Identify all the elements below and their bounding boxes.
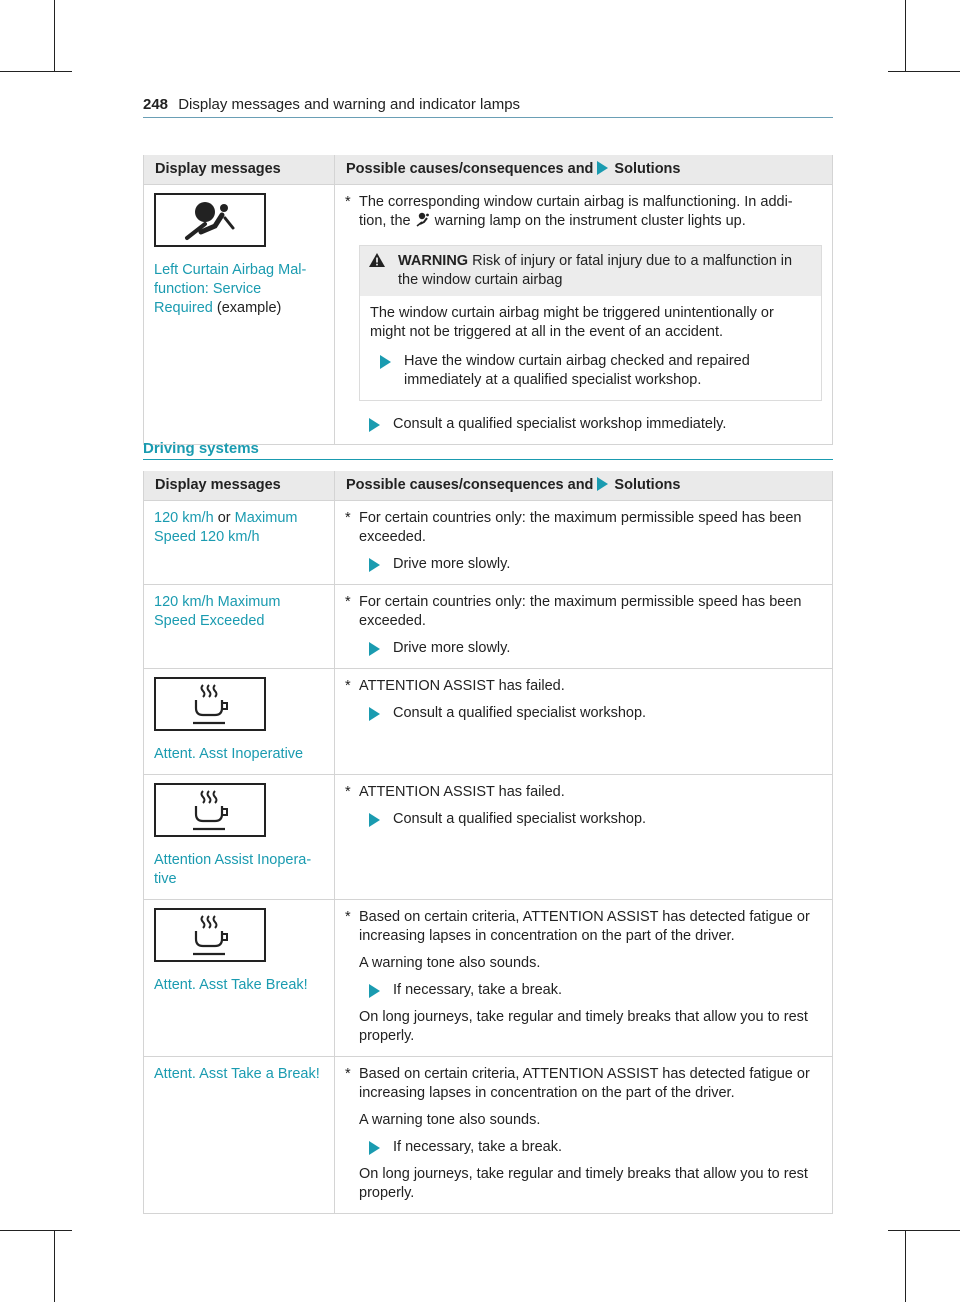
note-text: A warning tone also sounds.	[359, 955, 541, 971]
note-text: On long journeys, take regular and timely breaks that allow you to rest properly.	[359, 1166, 808, 1201]
solution-arrow-icon	[369, 707, 380, 721]
note-text: A warning tone also sounds.	[359, 1112, 541, 1128]
section-rule	[143, 459, 833, 460]
solution-step: Consult a qualified specialist workshop immediately.	[345, 415, 822, 434]
solution-step: Consult a qualified specialist workshop.	[345, 704, 822, 723]
page-header-title: Display messages and warning and indicator lamps	[178, 96, 521, 113]
solution-step: If necessary, take a break.	[345, 1138, 822, 1157]
solution-arrow-icon	[369, 558, 380, 572]
display-message: 120 km/h Maximum Speed Exceeded	[154, 594, 281, 629]
crop-mark	[0, 71, 72, 72]
cause-bullet: * ATTENTION ASSIST has failed.	[345, 678, 565, 694]
table-row: 120 km/h or Maximum Speed 120 km/h * For certain countries only: the maximum permissible speed has been exceeded. Drive more slowly.	[144, 501, 833, 585]
solution-step: If necessary, take a break.	[345, 981, 822, 1000]
page-header	[143, 96, 833, 113]
solution-arrow-icon	[369, 642, 380, 656]
solution-step: Drive more slowly.	[345, 555, 822, 574]
solution-arrow-icon	[380, 355, 391, 369]
crop-mark	[888, 71, 960, 72]
col-causes-solutions: Possible causes/consequences and Solutions	[335, 471, 833, 501]
display-message: Attent. Asst Take a Break!	[154, 1066, 320, 1082]
table-row	[144, 900, 833, 1057]
note-text: On long journeys, take regular and timely breaks that allow you to rest properly.	[359, 1009, 808, 1044]
solution-arrow-icon	[597, 161, 608, 175]
col-causes-solutions: Possible causes/consequences and Solutions	[335, 155, 833, 185]
col-display-messages: Display messages	[144, 155, 335, 185]
display-message: Left Curtain Airbag Mal- function: Service Required	[154, 262, 307, 316]
warning-box	[359, 245, 822, 401]
solution-arrow-icon	[369, 813, 380, 827]
solution-arrow-icon	[597, 477, 608, 491]
solution-step: Drive more slowly.	[345, 639, 822, 658]
section-title: Driving systems	[143, 440, 259, 457]
solution-arrow-icon	[369, 984, 380, 998]
coffee-cup-icon	[154, 677, 266, 731]
display-message: Maximum Speed 120 km/h	[154, 510, 298, 545]
cause-bullet: * Based on certain criteria, ATTENTION ASSIST has detected fatigue or increasing lapses in concentration on the part of the driver.	[345, 909, 810, 944]
display-message: Attent. Asst Take Break!	[154, 977, 308, 993]
cause-bullet: * For certain countries only: the maximum permissible speed has been exceeded.	[345, 510, 802, 545]
solution-step: Consult a qualified specialist workshop.	[345, 810, 822, 829]
warning-title: WARNING	[398, 253, 469, 269]
table-row	[144, 585, 833, 669]
table-row	[144, 775, 833, 900]
header-rule	[143, 117, 833, 118]
display-message: Attention Assist Inopera- tive	[154, 852, 312, 887]
cause-bullet: * ATTENTION ASSIST has failed.	[345, 784, 565, 800]
table-header-row	[144, 471, 833, 501]
display-message: Attent. Asst Inoperative	[154, 746, 304, 762]
airbag-icon	[154, 193, 266, 247]
table-header-row	[144, 155, 833, 185]
solution-arrow-icon	[369, 1141, 380, 1155]
crop-mark	[905, 0, 906, 72]
crop-mark	[54, 0, 55, 72]
warning-triangle-icon	[368, 252, 398, 290]
message-note: (example)	[216, 300, 282, 316]
coffee-cup-icon	[154, 908, 266, 962]
col-display-messages: Display messages	[144, 471, 335, 501]
page-number: 248	[143, 96, 169, 113]
airbag-message-table	[143, 155, 833, 445]
table-row	[144, 185, 833, 445]
crop-mark	[888, 1230, 960, 1231]
warning-step: Have the window curtain airbag checked and repaired immediately at a qualified specialist workshop.	[370, 352, 811, 390]
crop-mark	[54, 1230, 55, 1302]
crop-mark	[905, 1230, 906, 1302]
warning-text: Risk of injury or fatal injury due to a malfunction in the window curtain airbag	[398, 253, 793, 288]
table-row	[144, 1057, 833, 1214]
table-row	[144, 669, 833, 775]
cause-bullet: * For certain countries only: the maximum permissible speed has been exceeded.	[345, 594, 802, 629]
crop-mark	[0, 1230, 72, 1231]
cause-bullet: * The corresponding window curtain airbag is malfunctioning. In addi- tion, the warning lamp on the instrument cluster lights up.	[345, 194, 793, 229]
solution-arrow-icon	[369, 418, 380, 432]
display-message: 120 km/h	[154, 510, 214, 526]
driving-systems-table	[143, 471, 833, 1214]
cause-bullet: * Based on certain criteria, ATTENTION ASSIST has detected fatigue or increasing lapses in concentration on the part of the driver.	[345, 1066, 810, 1101]
airbag-lamp-icon	[415, 213, 431, 229]
coffee-cup-icon	[154, 783, 266, 837]
warning-body: The window curtain airbag might be triggered unintentionally or might not be triggered at all in the event of an accident.	[370, 305, 774, 340]
